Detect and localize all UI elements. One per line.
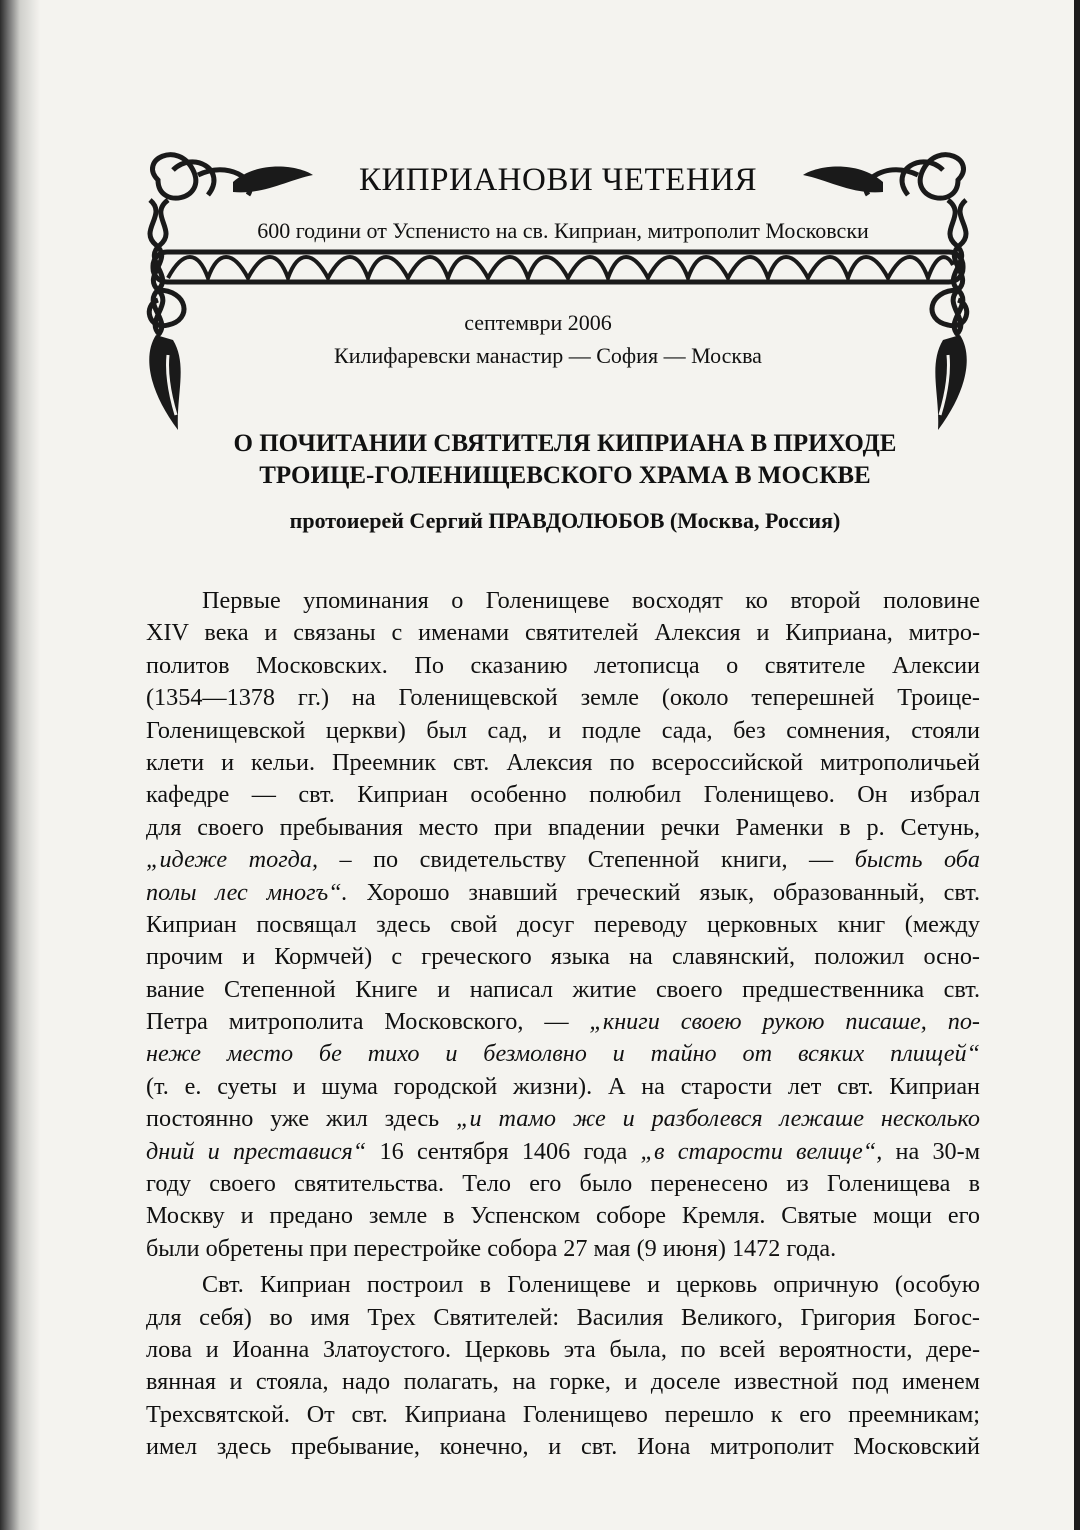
body-line: политов Московских. По сказанию летописца о святителе Алексии — [146, 651, 980, 679]
body-line: (т. е. суеты и шума городской жизни). А на старости лет свт. Киприан — [146, 1072, 980, 1100]
page-edge — [1074, 0, 1080, 1530]
body-line: лова и Иоанна Златоустого. Церковь эта была, по всей вероятности, дере- — [146, 1335, 980, 1363]
body-line: (1354—1378 гг.) на Голенищевской земле (около теперешней Троице- — [146, 684, 980, 712]
text-fragment: Петра митрополита Московского, — — [146, 1008, 590, 1036]
quote-fragment: „в старости велице“, — [640, 1137, 883, 1165]
text-fragment: на 30-м — [882, 1137, 980, 1165]
body-line: Голенищевской церкви) был сад, и подле сада, без сомнения, стояли — [146, 716, 980, 744]
body-line: вание Степенной Книге и написал житие своего предшественника свт. — [146, 975, 980, 1003]
conference-date: септември 2006 — [464, 310, 612, 335]
quote-fragment: „книги своею рукою писаше, по- — [589, 1008, 980, 1036]
quote-fragment: дний и преставися“ — [146, 1137, 367, 1165]
quote-fragment: „и тамо же и разболевся лежаше несколько — [456, 1105, 980, 1133]
body-line — [146, 877, 980, 909]
body-line: прочим и Кормчей) с греческого языка на славянский, положил осно- — [146, 943, 980, 971]
text-fragment: Хорошо знавший греческий язык, образованный, свт. — [347, 878, 981, 906]
body-line: вянная и стояла, надо полагать, на горке, и доселе известной под именем — [146, 1368, 980, 1396]
body-line — [146, 844, 980, 876]
quote-fragment: полы лес многъ“. — [146, 878, 348, 906]
body-line — [146, 1006, 980, 1038]
body-line: неже место бе тихо и безмолвно и тайно от всяких плищей“ — [146, 1040, 980, 1068]
article-body — [146, 585, 980, 1464]
article-title-line: ТРОИЦЕ-ГОЛЕНИЩЕВСКОГО ХРАМА В МОСКВЕ — [259, 462, 871, 489]
body-line: Трехсвятской. От свт. Киприана Голенищево перешло к его преемникам; — [146, 1400, 980, 1428]
text-fragment: 16 сентября 1406 года — [366, 1137, 641, 1165]
body-line: Свт. Киприан построил в Голенищеве и церковь опричную (особую — [202, 1271, 980, 1299]
body-line: Киприан посвящал здесь свой досуг переводу церковных книг (между — [146, 910, 980, 938]
text-fragment: по свидетельству Степенной книги, — — [351, 846, 855, 874]
body-line: клети и кельи. Преемник свт. Алексия по всероссийской митрополичьей — [146, 748, 980, 776]
body-line: году своего святительства. Тело его было перенесено из Голенищева в — [146, 1170, 980, 1198]
quote-fragment: бысть оба — [854, 846, 980, 874]
conference-places: Килифаревски манастир — София — Москва — [334, 343, 762, 368]
book-spine-shadow — [0, 0, 40, 1530]
conference-banner — [138, 140, 978, 440]
body-line: Москву и предано земле в Успенском соборе Кремля. Святые мощи его — [146, 1202, 980, 1230]
body-line: для себя) во имя Трех Святителей: Василия Великого, Григория Богос- — [146, 1303, 980, 1331]
conference-subtitle: 600 години от Успенисто на св. Киприан, митрополит Московски — [257, 218, 869, 243]
body-line: были обретены при перестройке собора 27 мая (9 июня) 1472 года. — [146, 1234, 837, 1262]
body-line: для своего пребывания место при впадении речки Раменки в р. Сетунь, — [146, 813, 980, 841]
conference-title: КИПРИАНОВИ ЧЕТЕНИЯ — [358, 162, 758, 198]
article-title — [150, 428, 980, 492]
body-line: XIV века и связаны с именами святителей Алексия и Киприана, митро- — [146, 619, 980, 647]
article-title-line: О ПОЧИТАНИИ СВЯТИТЕЛЯ КИПРИАНА В ПРИХОДЕ — [233, 430, 897, 457]
article-author: протоиерей Сергий ПРАВДОЛЮБОВ (Москва, Россия) — [289, 508, 841, 533]
body-line: кафедре — свт. Киприан особенно полюбил Голенищево. Он избрал — [146, 781, 980, 809]
body-line: Первые упоминания о Голенищеве восходят ко второй половине — [202, 587, 980, 614]
quote-fragment: „идеже тогда, – — [146, 846, 352, 874]
text-fragment: постоянно уже жил здесь — [146, 1105, 457, 1133]
body-line — [146, 1136, 980, 1168]
body-line: имел здесь пребывание, конечно, и свт. Иона митрополит Московский — [146, 1433, 980, 1461]
body-line — [146, 1103, 980, 1135]
